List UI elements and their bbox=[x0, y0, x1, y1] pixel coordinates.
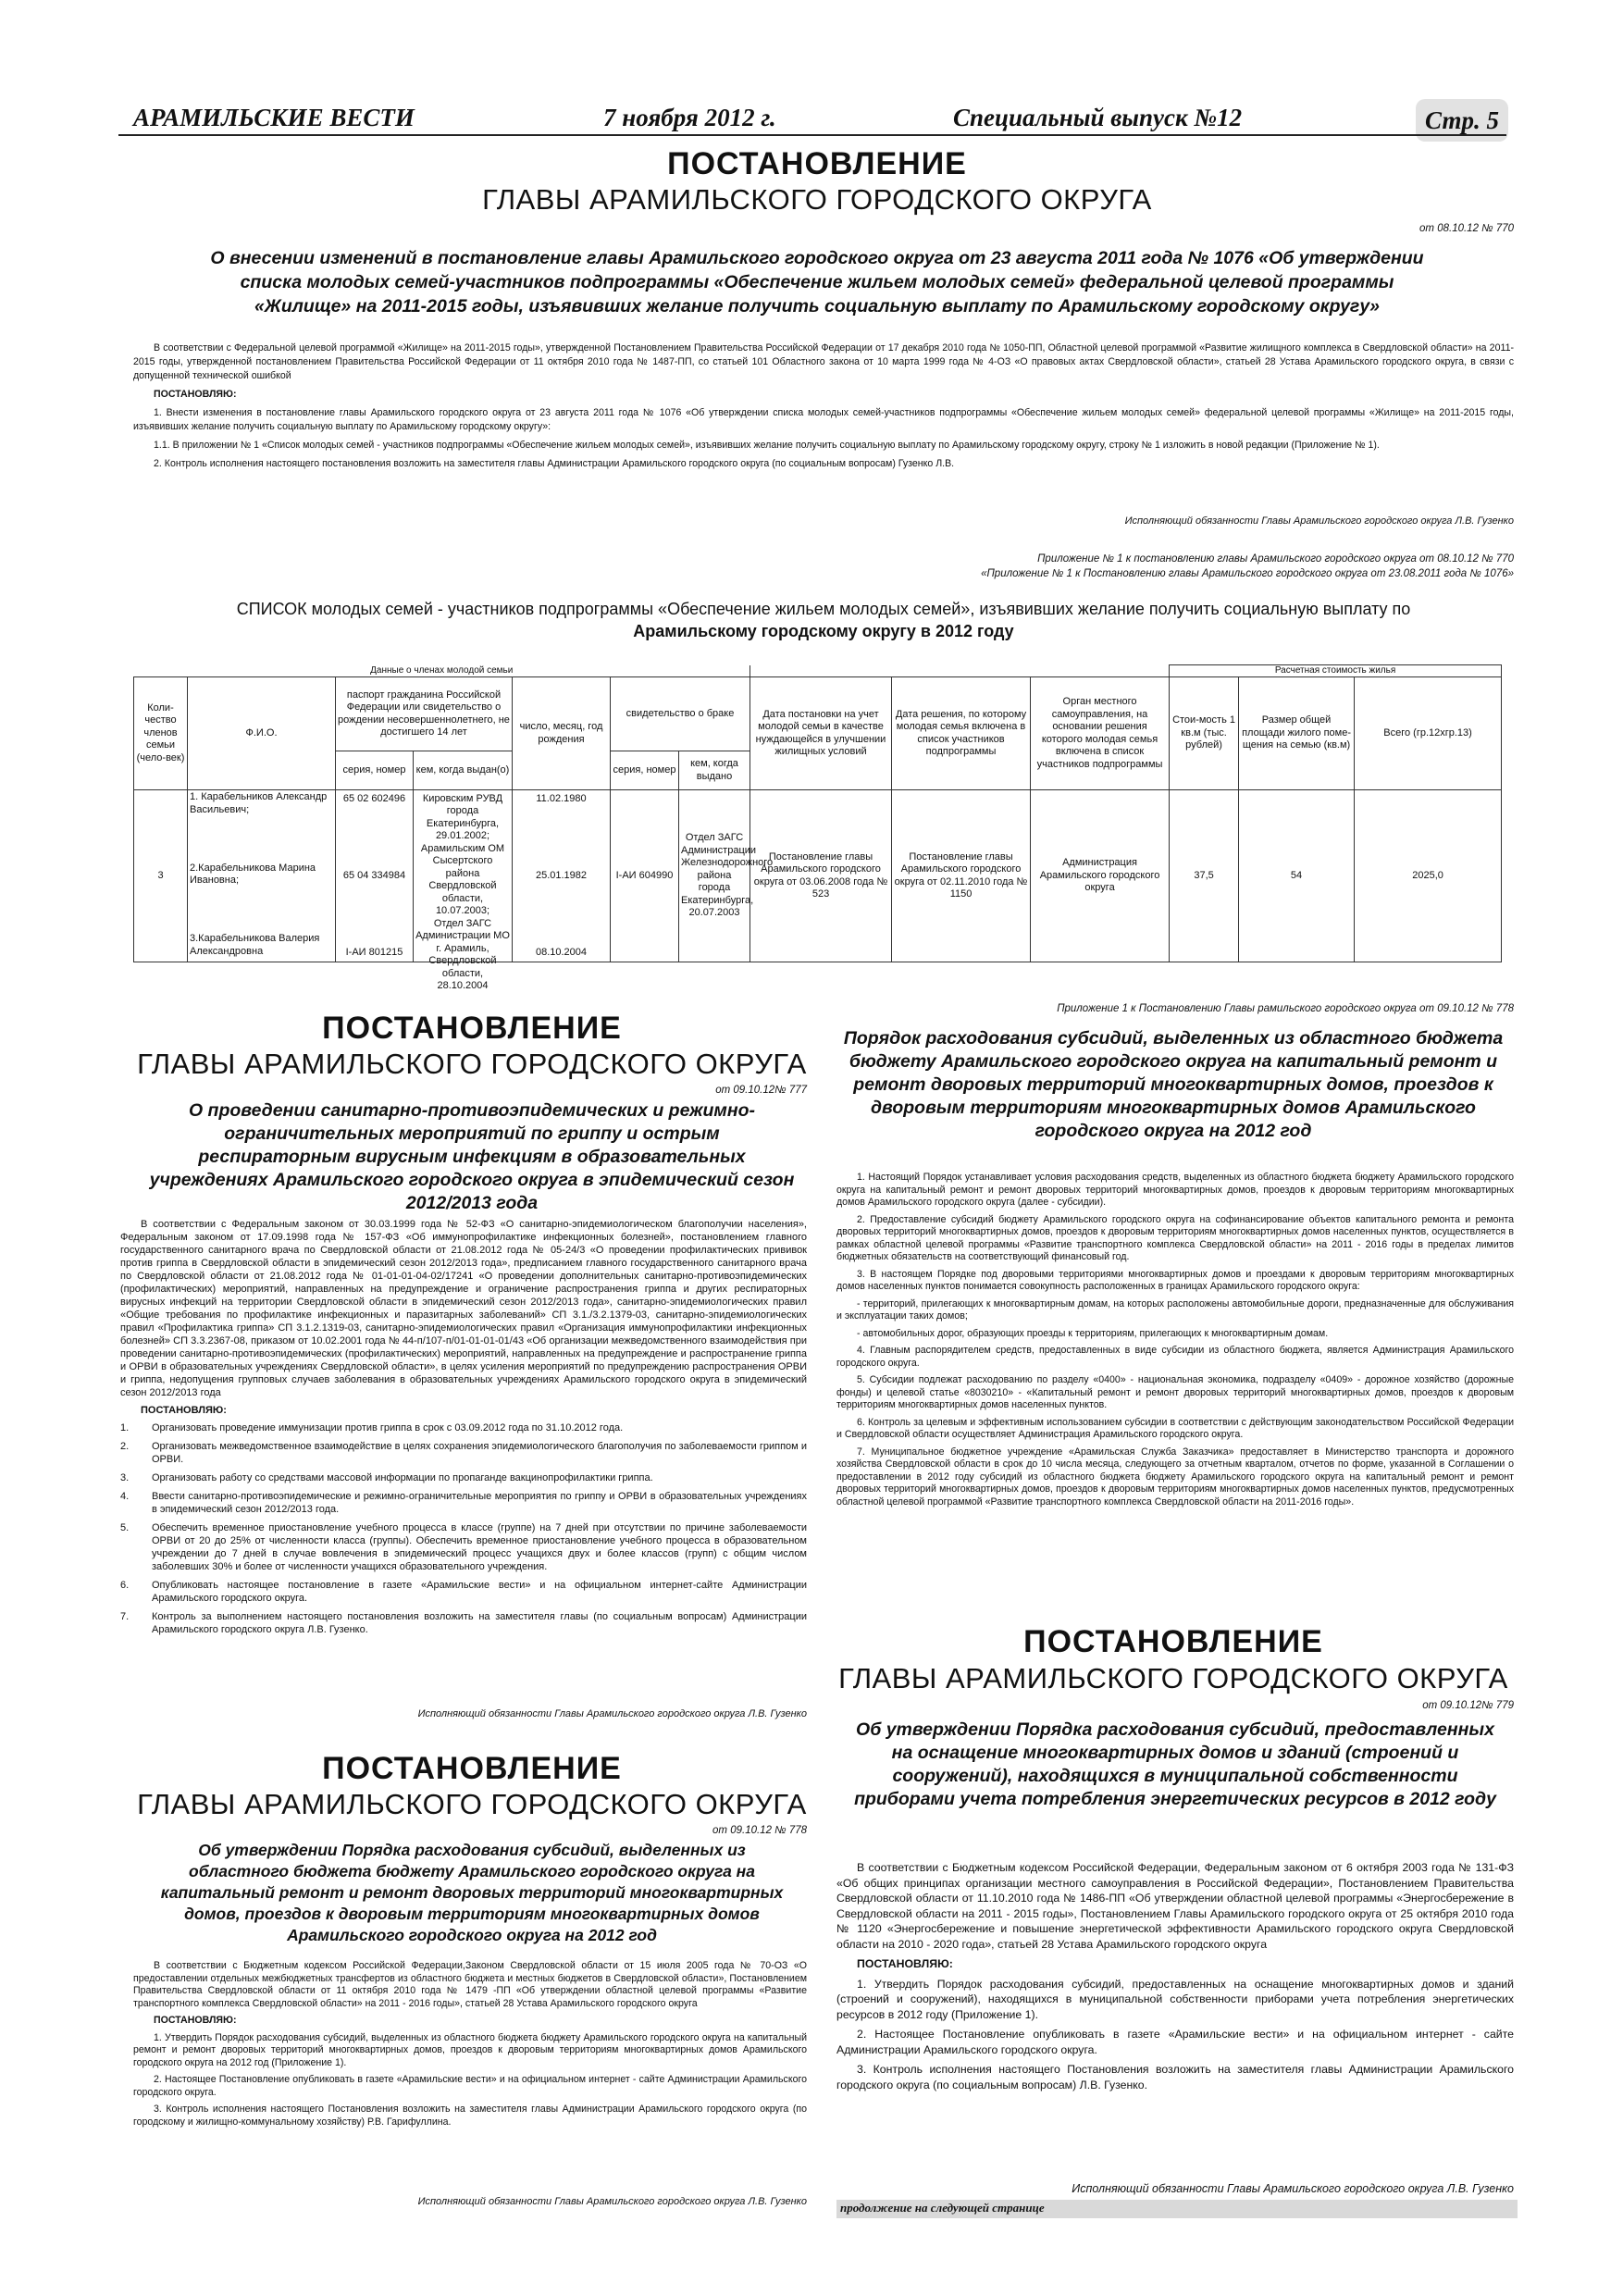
birth-3: 08.10.2004 bbox=[535, 947, 588, 958]
decree-778-title: ПОСТАНОВЛЕНИЕ bbox=[322, 1751, 622, 1786]
order-item: 2. Предоставление субсидий бюджету Арамильского городского округа на софинансирование объектов капитального ремонта и ремонта дворовых территорий многоквартирных домов, проездов к дворовым территориям многоквартирных домов населенных пунктов, осуществляется в рамках областной целевой программы «Развитие транспортного комплекса Свердловской области» на 2011 - 2016 годы в пределах лимитов бюджетных обязательств на соответствующий финансовый год. bbox=[836, 1213, 1514, 1262]
appendix-778-ref: Приложение 1 к Постановлению Главы рамильского городского округа от 09.10.12 № 778 bbox=[1057, 1003, 1514, 1014]
list-item-number: 3. bbox=[120, 1472, 130, 1483]
decree-779-subject: Об утверждении Порядка расходования субсидий, предоставленных на оснащение многоквартирных домов и зданий (строений и сооружений), находящихся в муниципальной собственности приборами учета потребления энергетических ресурсов в 2012 году bbox=[854, 1719, 1496, 1809]
th-count: Коли-чество членов семьи (чело-век) bbox=[134, 677, 188, 790]
decree-778-decree-word: ПОСТАНОВЛЯЮ: bbox=[154, 2015, 237, 2026]
decree-770-title: ПОСТАНОВЛЕНИЕ bbox=[667, 146, 967, 181]
decree-770-subtitle: ГЛАВЫ АРАМИЛЬСКОГО ГОРОДСКОГО ОКРУГА bbox=[482, 183, 1152, 216]
th-sqm-cost: Стои-мость 1 кв.м (тыс. рублей) bbox=[1170, 677, 1239, 790]
decree-777-title: ПОСТАНОВЛЕНИЕ bbox=[322, 1011, 622, 1046]
th-total: Всего (гр.12хгр.13) bbox=[1355, 677, 1502, 790]
family-list-title-line-1: СПИСОК молодых семей - участников подпрограммы «Обеспечение жильем молодых семей», изъявивших желание получить социальную выплату по bbox=[236, 600, 1411, 618]
list-item-number: 5. bbox=[120, 1522, 130, 1533]
decree-778-item-1: 1. Утвердить Порядок расходования субсидий, выделенных из областного бюджета бюджету Арамильского городского округа на капитальный ремонт и ремонт дворовых территорий многоквартирных домов, проездов к дворовым территориям многоквартирных домов Арамильского городского округа на 2012 год (Приложение 1). bbox=[133, 2031, 807, 2068]
cell-reg-date: Постановление главы Арамильского городского округа от 03.06.2008 года № 523 bbox=[750, 790, 892, 962]
issue-number: Специальный выпуск №12 bbox=[953, 104, 1243, 131]
decree-777-body bbox=[120, 1218, 807, 1642]
cell-area: 54 bbox=[1239, 790, 1355, 962]
th-fio: Ф.И.О. bbox=[188, 677, 336, 790]
decree-770-body bbox=[133, 341, 1514, 476]
newspaper-name: АРАМИЛЬСКИЕ ВЕСТИ bbox=[133, 104, 415, 131]
list-item-text: Организовать работу со средствами массовой информации по пропаганде вакцинопрофилактики гриппа. bbox=[152, 1472, 653, 1483]
decree-770-decree-word: ПОСТАНОВЛЯЮ: bbox=[154, 389, 237, 400]
order-item: - автомобильных дорог, образующих проезды к территориям, прилегающих к многоквартирным домам. bbox=[857, 1327, 1329, 1339]
list-item-text: Организовать проведение иммунизации против гриппа в срок с 03.09.2012 года по 31.10.2012 года. bbox=[152, 1422, 624, 1433]
list-item bbox=[120, 1421, 807, 1434]
cell-fio bbox=[188, 790, 336, 962]
decree-770-subject-line-2: списка молодых семей-участников подпрограммы «Обеспечение жильем молодых семей» федеральной целевой программы bbox=[240, 272, 1394, 292]
decree-770-subject bbox=[139, 246, 1495, 318]
list-item-number: 7. bbox=[120, 1611, 130, 1622]
issued-3: Отдел ЗАГС Администрации МО г. Арамиль, Свердловской области, 28.10.2004 bbox=[415, 917, 510, 991]
cell-count: 3 bbox=[134, 790, 188, 962]
decree-779-item-1: 1. Утвердить Порядок расходования субсидий, предоставленных на оснащение многоквартирных домов и зданий (строений и сооружений), находящихся в муниципальной собственности приборами учета потребления энергетических ресурсов в 2012 году (Приложение 1). bbox=[836, 1977, 1514, 2021]
th-series: серия, номер bbox=[336, 751, 414, 790]
family-table bbox=[133, 664, 1502, 991]
list-item-text: Организовать межведомственное взаимодействие в целях сохранения эпидемиологического благополучия по заболеваемости гриппом и ОРВИ. bbox=[152, 1441, 807, 1465]
decree-777-signature: Исполняющий обязанности Главы Арамильского городского округа Л.В. Гузенко bbox=[417, 1708, 807, 1719]
cell-decision: Постановление главы Арамильского городского округа от 02.11.2010 года № 1150 bbox=[892, 790, 1031, 962]
th-decision: Дата решения, по которому молодая семья включена в список участников подпрограммы bbox=[892, 677, 1031, 790]
th-organ: Орган местного самоуправления, на основании решения которого молодая семья включена в список участников подпрограммы bbox=[1031, 677, 1170, 790]
order-item: 1. Настоящий Порядок устанавливает условия расходования средств, выделенных из областного бюджета бюджету Арамильского городского округа на капитальный ремонт и ремонт дворовых территорий многоквартирных домов, проездов к дворовым территориям многоквартирных домов Арамильского городского округа (далее - субсидии). bbox=[836, 1172, 1514, 1208]
decree-778-item-3: 3. Контроль исполнения настоящего Постановления возложить на заместителя главы Администрации Арамильского городского округа (по городскому и жилищно-коммунальному хозяйству) Р.В. Гарифуллина. bbox=[133, 2104, 807, 2128]
family-list-title bbox=[130, 598, 1518, 642]
th-issued: кем, когда выдан(о) bbox=[414, 751, 513, 790]
decree-770-subject-line-3: «Жилище» на 2011-2015 годы, изъявивших желание получить социальную выплату по Арамильскому городскому округу» bbox=[254, 296, 1381, 316]
th-cost: Расчетная стоимость жилья bbox=[1170, 665, 1502, 677]
decree-777-list bbox=[120, 1421, 807, 1636]
order-item: 3. В настоящем Порядке под дворовыми территориями многоквартирных домов и проездами к дворовым территориям многоквартирных домов населенных пунктов понимается совокупность расположенных в границах Арамильского городского округа: bbox=[836, 1268, 1514, 1292]
decree-770-ref: от 08.10.12 № 770 bbox=[1419, 223, 1514, 234]
issued-1: Кировским РУВД города Екатеринбурга, 29.01.2002; bbox=[422, 792, 503, 841]
cell-sqm-cost: 37,5 bbox=[1170, 790, 1239, 962]
th-area: Размер общей площади жилого поме-щения на семью (кв.м) bbox=[1239, 677, 1355, 790]
decree-778-ref: от 09.10.12 № 778 bbox=[712, 1825, 807, 1836]
th-reg-date: Дата постановки на учет молодой семьи в качестве нуждающейся в улучшении жилищных условий bbox=[750, 677, 892, 790]
list-item bbox=[120, 1490, 807, 1516]
decree-779-item-2: 2. Настоящее Постановление опубликовать в газете «Арамильские вести» и на официальном интернет - сайте Администрации Арамильского городского округа. bbox=[836, 2028, 1514, 2056]
list-item-text: Опубликовать настоящее постановление в газете «Арамильские вести» и на официальном интернет-сайте Администрации Арамильского городского округа. bbox=[152, 1580, 807, 1604]
order-item: - территорий, прилегающих к многоквартирным домам, на которых расположены автомобильные дороги, предназначенные для обслуживания и эксплуатации таких домов; bbox=[836, 1297, 1514, 1322]
decree-770-signature: Исполняющий обязанности Главы Арамильского городского округа Л.В. Гузенко bbox=[1124, 515, 1514, 527]
th-members-data: Данные о членах молодой семьи bbox=[134, 665, 750, 677]
th-passport: паспорт гражданина Российской Федерации или свидетельство о рождении несовершеннолетнего, не достигшего 14 лет bbox=[336, 677, 513, 751]
list-item-text: Контроль за выполнением настоящего постановления возложить на заместителя главы (по социальным вопросам) Администрации Арамильского городского округа Л.В. Гузенко. bbox=[152, 1611, 807, 1635]
continued-note[interactable]: продолжение на следующей странице bbox=[840, 2201, 1045, 2215]
decree-777-subject: О проведении санитарно-противоэпидемических и режимно-ограничительных мероприятий по гриппу и острым респираторным вирусным инфекциям в образовательных учреждениях Арамильского городского округа в эпидемический сезон 2012/2013 года bbox=[149, 1100, 795, 1213]
family-list-title-line-2: Арамильскому городскому округу в 2012 году bbox=[633, 622, 1014, 640]
list-item bbox=[120, 1610, 807, 1636]
list-item bbox=[120, 1521, 807, 1573]
decree-777-ref: от 09.10.12№ 777 bbox=[715, 1085, 807, 1096]
decree-777-decree-word: ПОСТАНОВЛЯЮ: bbox=[141, 1405, 227, 1416]
decree-770-subject-line-1: О внесении изменений в постановление главы Арамильского городского округа от 23 августа 2011 года № 1076 «Об утверждении bbox=[210, 248, 1424, 268]
cell-total: 2025,0 bbox=[1355, 790, 1502, 962]
th-marriage-issued: кем, когда выдано bbox=[679, 751, 750, 790]
decree-779-body bbox=[836, 1860, 1514, 2097]
decree-770-item-1-1: 1.1. В приложении № 1 «Список молодых семей - участников подпрограммы «Обеспечение жильем молодых семей», изъявивших желание получить социальную выплату по Арамильскому городскому округу, строку № 1 изложить в новой редакции (Приложение № 1). bbox=[154, 440, 1380, 451]
table-row bbox=[134, 790, 1502, 962]
th-marriage: свидетельство о браке bbox=[611, 677, 750, 751]
th-birth: число, месяц, год рождения bbox=[513, 677, 611, 790]
decree-779-signature: Исполняющий обязанности Главы Арамильского городского округа Л.В. Гузенко bbox=[1072, 2182, 1514, 2195]
header-rule bbox=[118, 134, 1506, 136]
decree-778-subtitle: ГЛАВЫ АРАМИЛЬСКОГО ГОРОДСКОГО ОКРУГА bbox=[137, 1788, 807, 1820]
series-1: 65 02 602496 bbox=[342, 792, 406, 804]
list-item-number: 6. bbox=[120, 1580, 130, 1591]
decree-777-subtitle: ГЛАВЫ АРАМИЛЬСКОГО ГОРОДСКОГО ОКРУГА bbox=[137, 1048, 807, 1080]
birth-1: 11.02.1980 bbox=[536, 792, 587, 804]
decree-770-item-1: 1. Внести изменения в постановление главы Арамильского городского округа от 23 августа 2011 года № 1076 «Об утверждении списка молодых семей-участников подпрограммы «Обеспечение жильем молодых семей» федеральной целевой программы «Жилище» на 2011-2015 годы, изъявивших желание получить социальную выплату по Арамильскому городскому округу»: bbox=[133, 407, 1514, 432]
order-item: 5. Субсидии подлежат расходованию по разделу «0400» - национальная экономика, подразделу «0409» - дорожное хозяйство (дорожные фонды) и целевой статье «8030210» - «Капитальный ремонт и ремонт дворовых территорий многоквартирных домов, проездов к дворовым территориям многоквартирных домов населенных пунктов. bbox=[836, 1374, 1514, 1410]
decree-779-ref: от 09.10.12№ 779 bbox=[1422, 1700, 1514, 1711]
issued-2: Арамильским ОМ Сысертского района Свердловской области, 10.07.2003; bbox=[420, 842, 505, 916]
cell-series bbox=[336, 790, 414, 962]
list-item bbox=[120, 1440, 807, 1466]
appendix-770-ref-2: «Приложение № 1 к Постановлению главы Арамильского городского округа от 23.08.2011 года № 1076» bbox=[981, 568, 1514, 579]
decree-779-title: ПОСТАНОВЛЕНИЕ bbox=[1023, 1624, 1323, 1659]
order-item: 7. Муниципальное бюджетное учреждение «Арамильская Служба Заказчика» предоставляет в Министерство транспорта и дорожного хозяйства Свердловской области в срок до 10 числа месяца, следующего за отчетным кварталом, отчетов по форме, указанной в Соглашении о предоставлении в 2012 году субсидий из областного бюджета бюджету Арамильского городского округа на капитальный ремонт и ремонт дворовых территорий многоквартирных домов, проездов к дворовым территориям многоквартирных домов населенных пунктов, предусмотренных областной целевой программой «Развитие транспортного комплекса Свердловской области на 2011-2016 годы». bbox=[836, 1446, 1514, 1508]
order-778-body bbox=[836, 1172, 1514, 1513]
decree-778-preamble: В соответствии с Бюджетным кодексом Российской Федерации,Законом Свердловской области от 15 июля 2005 года № 70-ОЗ «О предоставлении отдельных межбюджетных трансфертов из областного бюджета и местных бюджетов в Свердловской области», Постановлением Правительства Свердловской области от 11 октября 2010 года № 1479 -ПП «Об утверждении областной целевой программы «Развитие транспортного комплекса Свердловской области» на 2011 - 2016 годы», статьей 28 Устава Арамильского городского округа bbox=[133, 1960, 807, 2009]
list-item bbox=[120, 1471, 807, 1484]
list-item-number: 1. bbox=[120, 1422, 130, 1433]
decree-778-signature: Исполняющий обязанности Главы Арамильского городского округа Л.В. Гузенко bbox=[417, 2196, 807, 2207]
list-item-number: 4. bbox=[120, 1491, 130, 1502]
cell-birth bbox=[513, 790, 611, 962]
order-item: 6. Контроль за целевым и эффективным использованием субсидии в соответствии с действующим законодательством Российской Федерации и Свердловской области осуществляет Администрация Арамильского городского округа. bbox=[836, 1416, 1514, 1440]
order-778-title: Порядок расходования субсидий, выделенных из областного бюджета бюджету Арамильского городского округа на капитальный ремонт и ремонт дворовых территорий многоквартирных домов, проездов к дворовым территориям многоквартирных домов Арамильского городского округа на 2012 год bbox=[843, 1028, 1504, 1141]
decree-770-item-2: 2. Контроль исполнения настоящего постановления возложить на заместителя главы Администрации Арамильского городского округа (по социальным вопросам) Гузенко Л.В. bbox=[154, 458, 955, 469]
order-item: 4. Главным распорядителем средств, предоставленных в виде субсидии из областного бюджета, является Администрация Арамильского городского округа. bbox=[836, 1345, 1514, 1369]
cell-marriage-series: I-АИ 604990 bbox=[611, 790, 679, 962]
decree-777-preamble: В соответствии с Федеральным законом от 30.03.1999 года № 52-ФЗ «О санитарно-эпидемиологическом благополучии населения», Федеральным законом от 17.09.1998 года № 157-ФЗ «Об иммунопрофилактике инфекционных болезней», постановлением главного государственного санитарного врача по Свердловской области от 21.08.2012 года № 05-24/3 «О проведении профилактических прививок против гриппа в Свердловской области в эпидемический сезон 2012/2013 года», предписанием главного государственного санитарного врача по Свердловской области от 21.08.2012 года № 01-01-01-04-02/17241 «О проведении дополнительных санитарно-противоэпидемических (профилактических) мероприятий, направленных на предупреждение и ограничение распространения гриппа и других респираторных вирусных инфекций на территории Свердловской области в эпидемический сезон 2012/2013 года», санитарно-эпидемиологических правил «Общие требования по профилактике инфекционных и паразитарных заболеваний» СП 3.1./3.2.1379-03, санитарно-эпидемиологических правил «Профилактика гриппа» СП 3.1.2.1319-03, санитарно-эпидемиологических правил «Организация иммунопрофилактики инфекционных болезней» СП 3.3.2367-08, приказом от 10.02.2001 года № 44-п/107-п/01-01-01-01/43 «Об организации межведомственного взаимодействия при проведении санитарно-противоэпидемических (профилактических) мероприятий, направленных на предупреждение и распространение гриппа и ОРВИ в образовательных учреждениях Свердловской области», в целях усиления мероприятий по предупреждению распространения ОРВИ и гриппа, недопущения групповых случаев заболевания в образовательных учреждениях Арамильского городского округа в эпидемический сезон 2012/2013 года bbox=[120, 1219, 807, 1398]
list-item-text: Ввести санитарно-противоэпидемические и режимно-ограничительные мероприятия по гриппу и ОРВИ в образовательных учреждениях в эпидемический сезон 2012/2013 года. bbox=[152, 1491, 807, 1515]
th-marriage-series: серия, номер bbox=[611, 751, 679, 790]
decree-779-preamble: В соответствии с Бюджетным кодексом Российской Федерации, Федеральным законом от 6 октября 2003 года № 131-ФЗ «Об общих принципах организации местного самоуправления в Российской Федерации», Постановлением Правительства Свердловской области от 11.10.2010 года № 1486-ПП «Об утверждении областной целевой программы «Энергосбережение в Свердловской области на 2011 - 2015 годы», Постановлением Главы Арамильского городского округа от 25 октября 2010 года № 1120 «Энергосбережение и повышение энергетической эффективности Арамильского городского округа Свердловской области на 2010 - 2020 года», статьей 28 Устава Арамильского городского округа bbox=[836, 1861, 1514, 1951]
decree-770-preamble: В соответствии с Федеральной целевой программой «Жилище» на 2011-2015 годы», утвержденной Постановлением Правительства Российской Федерации от 17 декабря 2010 года № 1050-ПП, Областной целевой программой «Развитие жилищного комплекса в Свердловской области» на 2011-2015 годы, утвержденной постановлением Правительства Российской Федерации от 11 октября 2010 года № 1487-ПП, со статьей 101 Областного закона от 10 марта 1999 года № 4-ОЗ «О правовых актах Свердловской области», статьей 28 Устава Арамильского городского округа, в связи с допущенной технической ошибкой bbox=[133, 342, 1514, 381]
appendix-770-ref-1: Приложение № 1 к постановлению главы Арамильского городского округа от 08.10.12 № 770 bbox=[1037, 553, 1514, 565]
page-number: Стр. 5 bbox=[1416, 99, 1508, 142]
cell-issued bbox=[414, 790, 513, 991]
list-item bbox=[120, 1579, 807, 1605]
fio-1: 1. Карабельников Александр Васильевич; bbox=[190, 791, 328, 815]
table-spacer bbox=[750, 665, 1170, 677]
decree-778-item-2: 2. Настоящее Постановление опубликовать в газете «Арамильские вести» и на официальном интернет - сайте Администрации Арамильского городского округа. bbox=[133, 2074, 807, 2098]
decree-779-subtitle: ГЛАВЫ АРАМИЛЬСКОГО ГОРОДСКОГО ОКРУГА bbox=[838, 1662, 1508, 1694]
series-2: 65 04 334984 bbox=[342, 869, 406, 881]
fio-2: 2.Карабельникова Марина Ивановна; bbox=[190, 862, 316, 886]
series-3: I-АИ 801215 bbox=[345, 947, 403, 958]
list-item-text: Обеспечить временное приостановление учебного процесса в классе (группе) на 7 дней при отсутствии по причине заболеваемости ОРВИ от 20 до 25% от численности класса (группы). Обеспечить временное приостановление учебного процесса в образовательном учреждении до 7 дней в случае вовлечения в эпидемический процесс учащихся двух и более классов (групп) с общим числом заболевших 30% и более от численности учащихся образовательного учреждения. bbox=[152, 1522, 807, 1572]
fio-3: 3.Карабельникова Валерия Александровна bbox=[190, 933, 320, 957]
decree-778-body bbox=[133, 1960, 807, 2133]
cell-marriage-issued: Отдел ЗАГС Администрации Железнодорожного района города Екатеринбурга, 20.07.2003 bbox=[679, 790, 750, 962]
birth-2: 25.01.1982 bbox=[535, 869, 588, 881]
list-item-number: 2. bbox=[120, 1441, 130, 1452]
decree-778-subject: Об утверждении Порядка расходования субсидий, выделенных из областного бюджета бюджету Арамильского городского округа на капитальный ремонт и ремонт дворовых территорий многоквартирных домов, проездов к дворовым территориям многоквартирных домов Арамильского городского округа на 2012 год bbox=[160, 1841, 784, 1944]
decree-779-item-3: 3. Контроль исполнения настоящего Постановления возложить на заместителя главы Администрации Арамильского городского округа (по социальным вопросам) Л.В. Гузенко. bbox=[836, 2063, 1514, 2091]
decree-779-decree-word: ПОСТАНОВЛЯЮ: bbox=[857, 1957, 953, 1970]
issue-date: 7 ноября 2012 г. bbox=[603, 104, 776, 131]
cell-organ: Администрация Арамильского городского округа bbox=[1031, 790, 1170, 962]
